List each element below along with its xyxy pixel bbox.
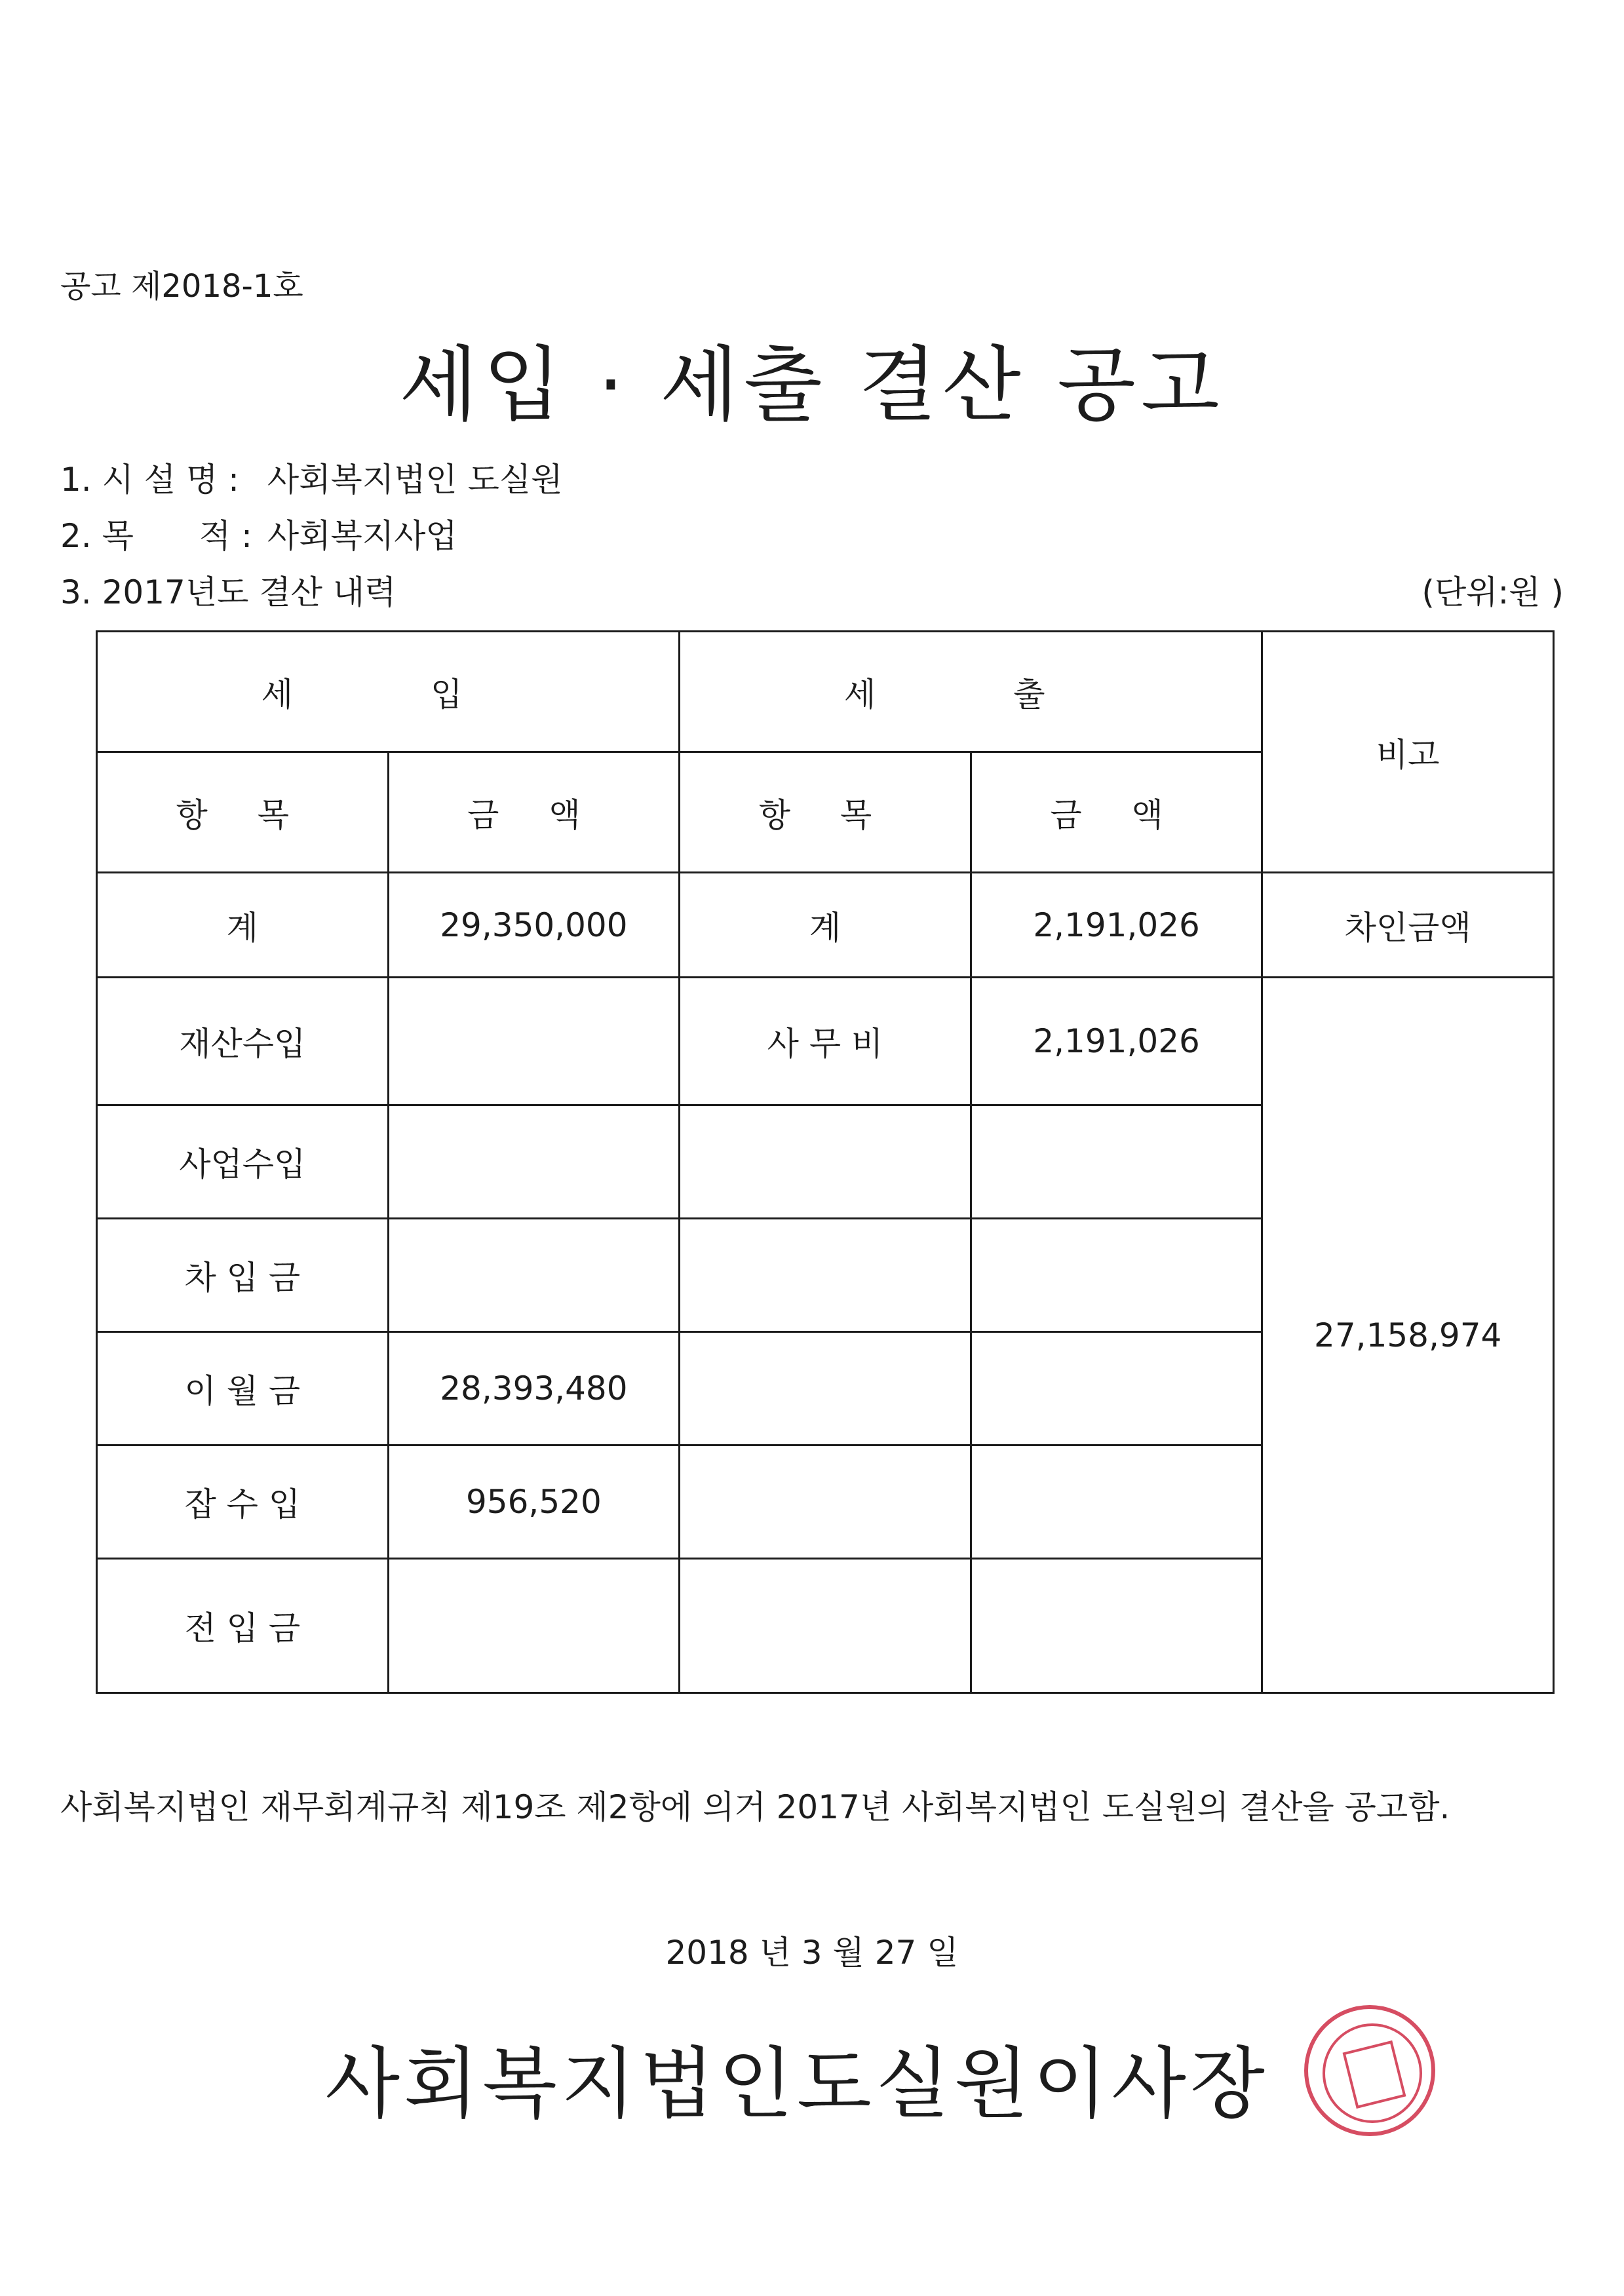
expense-item: 사 무 비	[680, 978, 971, 1105]
expense-amount-header: 금 액	[971, 752, 1262, 873]
revenue-amount	[388, 978, 680, 1105]
total-revenue-item: 계	[97, 873, 389, 978]
history-label: 3. 2017년도 결산 내력	[60, 573, 396, 611]
page-title: 세입 · 세출 결산 공고	[399, 338, 1225, 432]
expense-item-header: 항 목	[680, 752, 971, 873]
expense-item	[680, 1105, 971, 1219]
revenue-item-header: 항 목	[97, 752, 389, 873]
remarks-header: 비고	[1262, 632, 1554, 873]
revenue-amount	[388, 1105, 680, 1219]
total-row	[97, 873, 1554, 978]
facility-line	[60, 453, 563, 501]
official-seal	[1304, 2005, 1435, 2136]
revenue-amount: 28,393,480	[388, 1332, 680, 1445]
revenue-amount	[388, 1219, 680, 1332]
total-revenue-amount: 29,350,000	[388, 873, 680, 978]
total-expense-amount: 2,191,026	[971, 873, 1262, 978]
table-header-row	[97, 632, 1554, 752]
unit-label: (단위:원 )	[1421, 573, 1564, 611]
revenue-header: 세 입	[97, 632, 680, 752]
remarks-label: 차인금액	[1262, 873, 1554, 978]
purpose-label: 2. 목 적 :	[60, 517, 252, 555]
revenue-item: 잡 수 입	[97, 1445, 389, 1559]
purpose-value: 사회복지사업	[267, 517, 457, 555]
expense-amount: 2,191,026	[971, 978, 1262, 1105]
revenue-item: 전 입 금	[97, 1559, 389, 1693]
purpose-line	[60, 510, 457, 557]
expense-amount	[971, 1559, 1262, 1693]
expense-header: 세 출	[680, 632, 1262, 752]
expense-item	[680, 1445, 971, 1559]
revenue-item: 재산수입	[97, 978, 389, 1105]
notice-number: 공고 제2018-1호	[60, 268, 303, 305]
revenue-item: 사업수입	[97, 1105, 389, 1219]
expense-amount	[971, 1332, 1262, 1445]
expense-amount	[971, 1105, 1262, 1219]
expense-item	[680, 1559, 971, 1693]
total-expense-item: 계	[680, 873, 971, 978]
expense-amount	[971, 1445, 1262, 1559]
signer: 사회복지법인도실원이사장	[325, 2038, 1269, 2129]
table-row	[97, 978, 1554, 1105]
settlement-table	[96, 630, 1555, 1694]
notice-date: 2018 년 3 월 27 일	[665, 1934, 959, 1972]
footnote: 사회복지법인 재무회계규칙 제19조 제2항에 의거 2017년 사회복지법인 도실원의 결산을 공고함.	[60, 1788, 1450, 1826]
balance-amount: 27,158,974	[1262, 978, 1554, 1693]
revenue-amount	[388, 1559, 680, 1693]
facility-value: 사회복지법인 도실원	[267, 461, 563, 499]
facility-label: 1. 시 설 명 :	[60, 461, 240, 499]
expense-amount	[971, 1219, 1262, 1332]
revenue-amount-header: 금 액	[388, 752, 680, 873]
revenue-amount: 956,520	[388, 1445, 680, 1559]
revenue-item: 차 입 금	[97, 1219, 389, 1332]
revenue-item: 이 월 금	[97, 1332, 389, 1445]
expense-item	[680, 1219, 971, 1332]
expense-item	[680, 1332, 971, 1445]
